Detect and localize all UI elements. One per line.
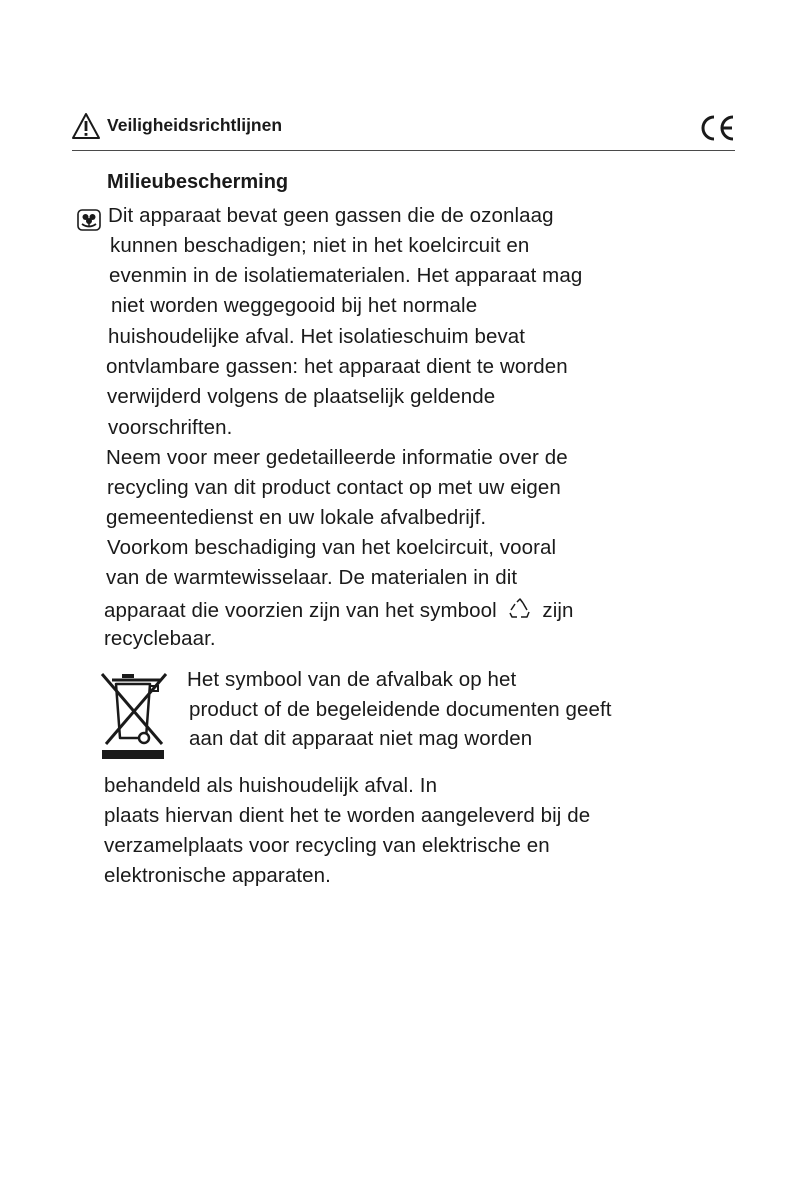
paragraph-line: kunnen beschadigen; niet in het koelcircuit en [110,234,530,257]
paragraph-line: van de warmtewisselaar. De materialen in dit [106,566,518,589]
paragraph-line: evenmin in de isolatiematerialen. Het apparaat mag [109,264,583,287]
paragraph-line: recyclebaar. [104,627,216,650]
paragraph-line: recycling van dit product contact op met uw eigen [107,476,561,499]
paragraph-line: plaats hiervan dient het te worden aangeleverd bij de [104,804,591,827]
paragraph-line: huishoudelijke afval. Het isolatieschuim bevat [108,325,526,348]
header-divider [72,150,735,151]
paragraph-text: apparaat die voorzien zijn van het symbool [104,599,497,622]
paragraph-line-with-symbol [104,597,574,623]
paragraph-line: voorschriften. [108,416,233,439]
section-title: Milieubescherming [107,171,289,193]
paragraph-line: Voorkom beschadiging van het koelcircuit, vooral [107,536,557,559]
crossed-out-wheelie-bin-icon [100,668,168,760]
paragraph-line: Dit apparaat bevat geen gassen die de ozonlaag [108,204,554,227]
eco-flower-icon [77,209,101,231]
paragraph-line: behandeld als huishoudelijk afval. In [104,774,438,797]
paragraph-line: Het symbool van de afvalbak op het [187,668,517,691]
recycle-arrows-icon [507,597,533,621]
paragraph-line: elektronische apparaten. [104,864,331,887]
page-header-title: Veiligheidsrichtlijnen [107,115,283,135]
ce-mark-icon [697,113,737,143]
warning-triangle-icon [71,112,101,140]
paragraph-line: ontvlambare gassen: het apparaat dient te worden [106,355,568,378]
paragraph-line: niet worden weggegooid bij het normale [111,294,478,317]
paragraph-line: gemeentedienst en uw lokale afvalbedrijf. [106,506,487,529]
paragraph-line: product of de begeleidende documenten geeft [189,698,612,721]
paragraph-line: verzamelplaats voor recycling van elektrische en [104,834,550,857]
paragraph-line: verwijderd volgens de plaatselijk geldende [107,385,496,408]
paragraph-line: aan dat dit apparaat niet mag worden [189,727,533,750]
paragraph-text: zijn [542,599,574,622]
paragraph-line: Neem voor meer gedetailleerde informatie over de [106,446,568,469]
